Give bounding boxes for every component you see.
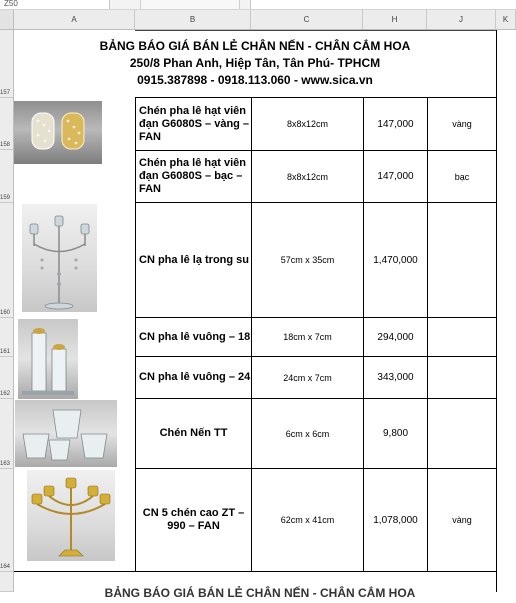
product-photo-crystal-candelabra[interactable] xyxy=(22,204,97,312)
table-border xyxy=(496,30,497,592)
product-photo-gold-candelabra[interactable] xyxy=(27,470,115,561)
row-header[interactable]: 158 xyxy=(0,98,14,150)
product-name[interactable]: CN pha lê vuông – 18 xyxy=(139,330,251,343)
formula-input[interactable] xyxy=(250,0,516,9)
formula-buttons[interactable] xyxy=(140,0,240,9)
header-contact: 0915.387898 - 0918.113.060 - www.sica.vn xyxy=(137,73,373,87)
product-photo-square-holders[interactable] xyxy=(18,319,78,399)
candle-cup-icon xyxy=(14,101,102,164)
gold-candelabra-icon xyxy=(27,470,115,561)
product-size[interactable]: 18cm x 7cm xyxy=(283,332,332,342)
header-title: BẢNG BÁO GIÁ BÁN LẺ CHÂN NẾN - CHÂN CẮM HOA xyxy=(99,39,411,53)
row-header[interactable]: 159 xyxy=(0,150,14,203)
product-size[interactable]: 24cm x 7cm xyxy=(283,372,332,383)
column-header-b[interactable]: B xyxy=(135,10,251,30)
product-color[interactable] xyxy=(428,203,496,317)
product-price[interactable]: 294,000 xyxy=(377,331,414,343)
product-color[interactable]: vàng xyxy=(452,515,472,525)
row-header[interactable]: 164 xyxy=(0,469,14,572)
column-header-c[interactable]: C xyxy=(251,10,363,30)
price-list-header xyxy=(14,30,496,96)
product-photo-votive-cups[interactable] xyxy=(15,400,117,467)
product-size[interactable]: 8x8x12cm xyxy=(286,119,329,129)
row-header[interactable]: 163 xyxy=(0,399,14,469)
formula-bar xyxy=(0,0,516,10)
product-name[interactable]: CN pha lê lạ trong su xyxy=(139,253,250,266)
select-all-corner[interactable] xyxy=(0,10,14,30)
product-price[interactable]: 9,800 xyxy=(382,428,409,439)
product-color[interactable] xyxy=(428,318,496,356)
product-color[interactable] xyxy=(428,357,496,398)
product-name[interactable]: Chén pha lê hạt viên đạn G6080S – bạc – FAN xyxy=(139,157,246,195)
row-header[interactable]: 162 xyxy=(0,357,14,399)
square-holder-icon xyxy=(18,319,78,399)
column-header-j[interactable]: J xyxy=(427,10,496,30)
candelabra-icon xyxy=(22,204,97,312)
product-name[interactable]: Chén Nến TT xyxy=(159,427,228,439)
product-size[interactable]: 62cm x 41cm xyxy=(280,515,335,525)
product-photo-crystal-cups[interactable] xyxy=(14,101,102,164)
next-header-fragment: BẢNG BÁO GIÁ BÁN LẺ CHÂN NẾN - CHÂN CẮM HOA xyxy=(104,586,416,600)
product-size[interactable]: 8x8x12cm xyxy=(286,171,329,182)
header-address: 250/8 Phan Anh, Hiệp Tân, Tân Phú- TPHCM xyxy=(129,56,381,70)
product-color[interactable]: bạc xyxy=(454,171,470,182)
product-color[interactable]: vàng xyxy=(452,119,472,129)
product-size[interactable]: 6cm x 6cm xyxy=(285,428,330,439)
product-name[interactable]: Chén pha lê hạt viên đạn G6080S – vàng – FAN xyxy=(139,104,250,143)
column-header-k[interactable]: K xyxy=(496,10,516,30)
row-header[interactable]: 157 xyxy=(0,30,14,98)
table-border xyxy=(135,30,496,31)
product-price[interactable]: 1,078,000 xyxy=(373,514,418,526)
product-price[interactable]: 147,000 xyxy=(377,118,414,130)
row-header[interactable] xyxy=(0,572,14,592)
product-name[interactable]: CN pha lê vuông – 24 xyxy=(139,371,251,383)
product-name[interactable]: CN 5 chén cao ZT – 990 – FAN xyxy=(142,507,245,532)
product-color[interactable] xyxy=(428,399,496,468)
column-header-a[interactable]: A xyxy=(14,10,135,30)
votive-cup-icon xyxy=(15,400,117,467)
product-price[interactable]: 343,000 xyxy=(377,372,414,383)
product-price[interactable]: 1,470,000 xyxy=(373,254,418,266)
row-header[interactable]: 161 xyxy=(0,318,14,357)
column-header-h[interactable]: H xyxy=(363,10,427,30)
product-price[interactable]: 147,000 xyxy=(377,171,414,182)
table-border xyxy=(14,571,496,572)
product-size[interactable]: 57cm x 35cm xyxy=(280,255,335,265)
name-box[interactable]: Z50 xyxy=(0,0,110,9)
row-header[interactable]: 160 xyxy=(0,203,14,318)
